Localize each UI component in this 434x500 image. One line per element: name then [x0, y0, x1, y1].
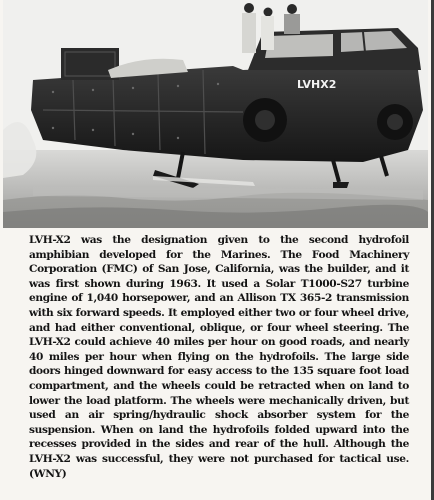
hull-marking: LVHX2 — [297, 78, 337, 91]
hydrofoil-vehicle-illustration — [3, 0, 428, 228]
vehicle-photo — [3, 0, 428, 228]
caption-paragraph: LVH-X2 was the designation given to the second hydrofoil amphibian developed for the Marines. The Food Machinery Corporation (FMC) of San Jose, California, was the builder, and it was first shown during 1963. It used a Solar T1000-S27 turbine engine of 1,040 horsepower, and an Allison TX 365-2 transmission with six forward speeds. It employed either two or four wheel drive, and had either conventional, oblique, or four wheel steering. The LVH-X2 could achieve 40 miles per hour on good roads, and nearly 40 miles per hour when flying on the hydrofoils. The large side doors hinged downward for easy access to the 135 square foot load compartment, and the wheels could be retracted when on land to lower the load platform. The wheels were mechanically driven, but used an air spring/hydraulic shock absorber system for the suspension. When on land the hydrofoils folded upward into the recesses provided in the sides and rear of the hull. Although the LVH-X2 was successful, they were not purchased for tactical use. (WNY) — [29, 234, 409, 480]
cab-window — [265, 34, 333, 58]
